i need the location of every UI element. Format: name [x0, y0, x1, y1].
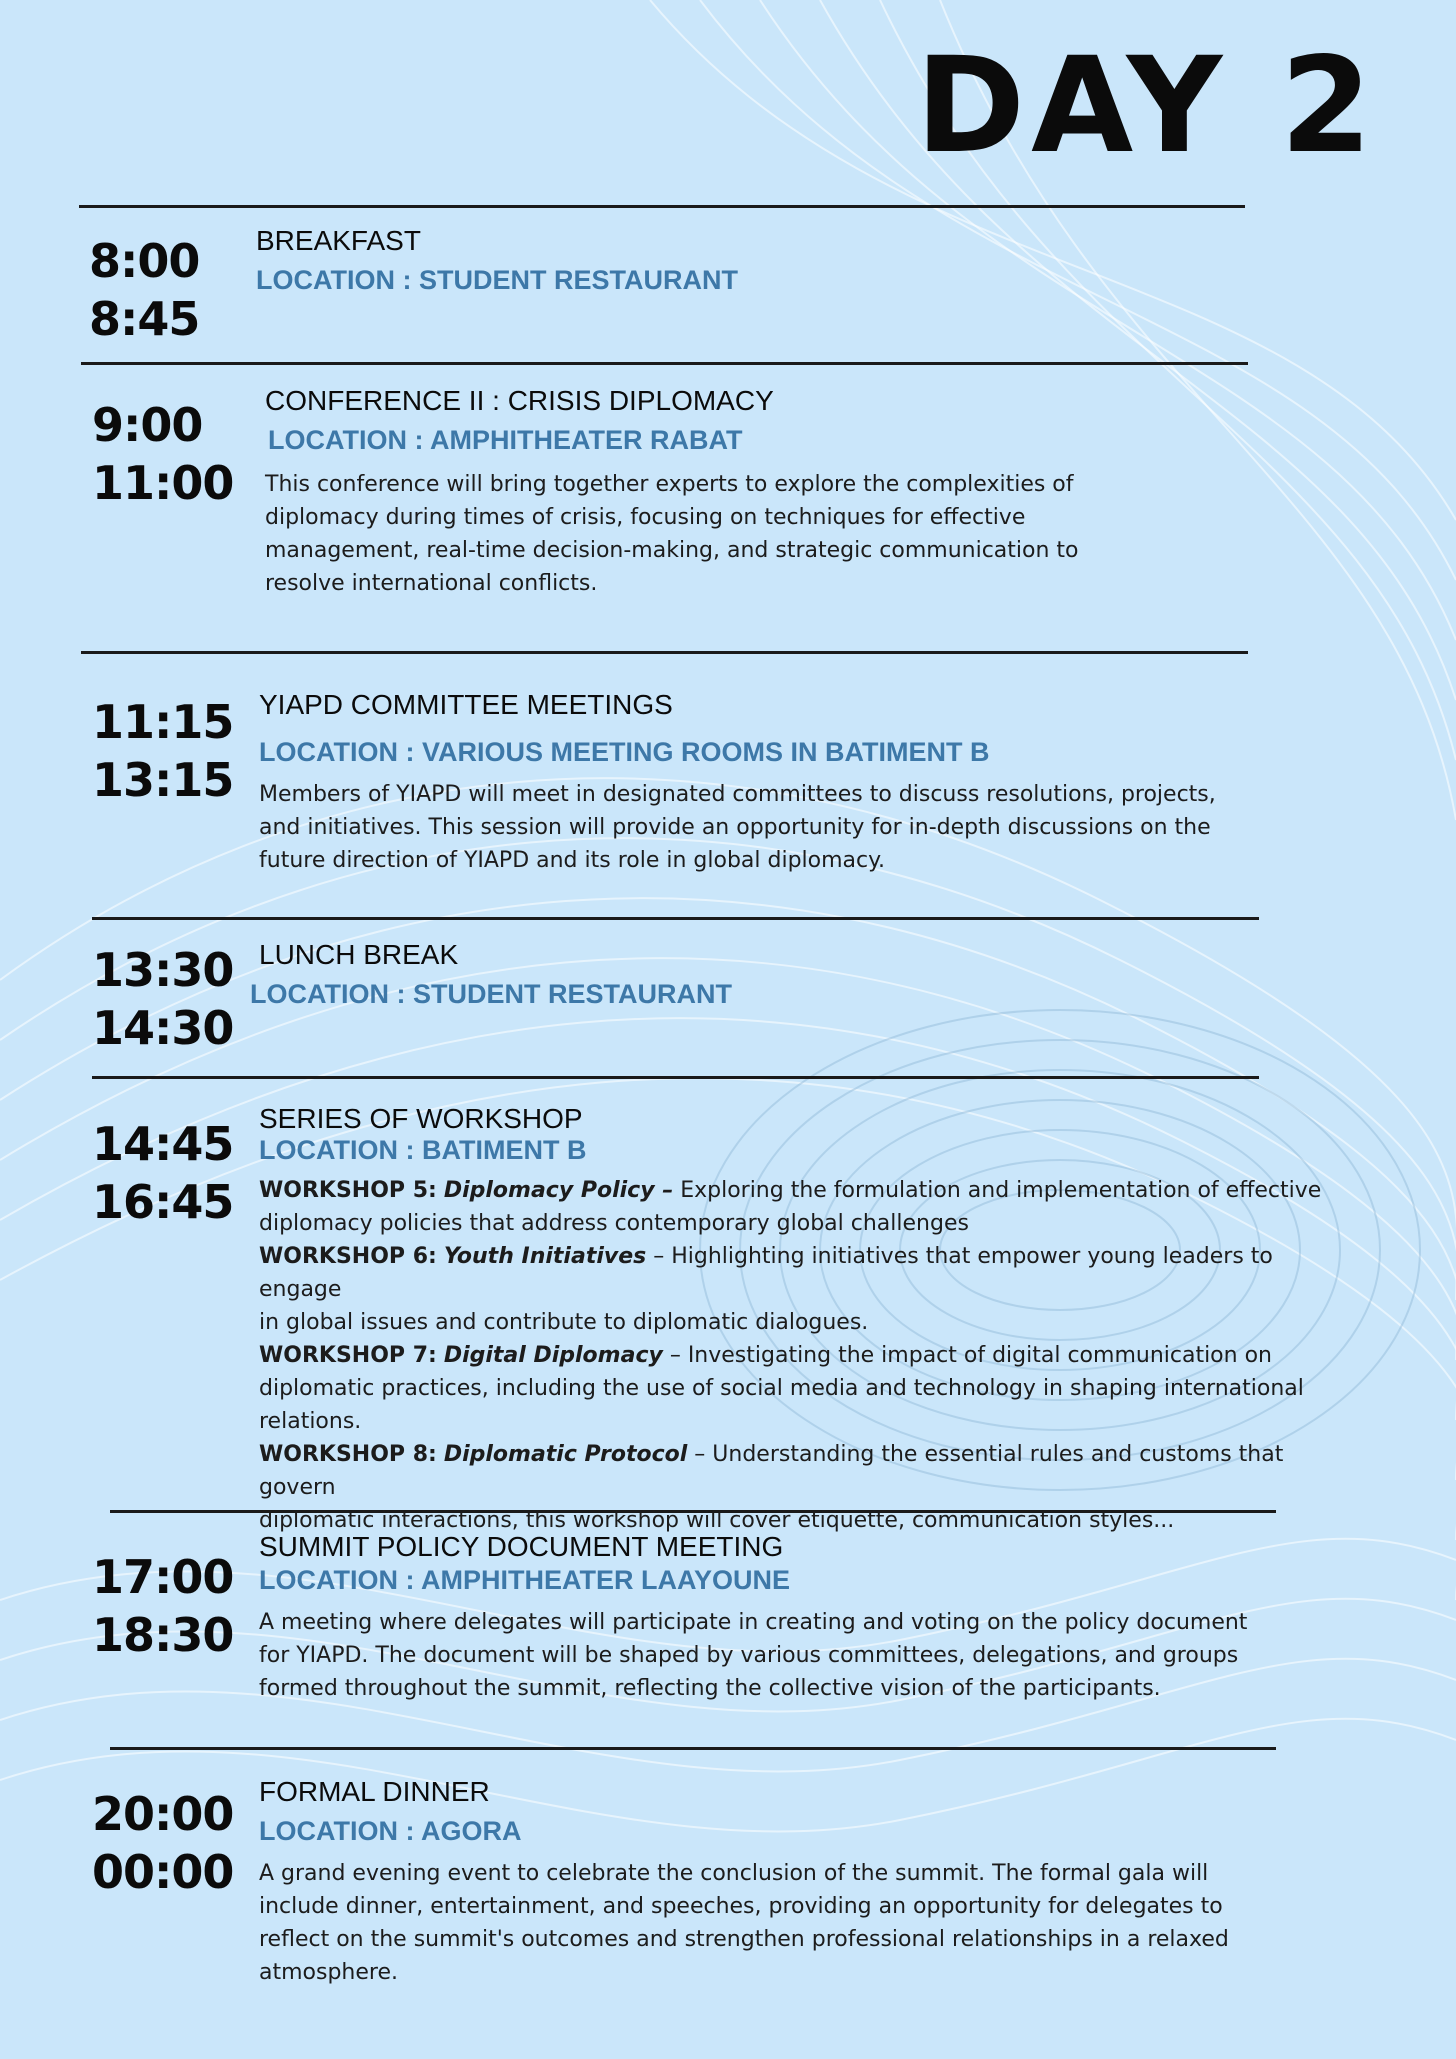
event-details [265, 384, 1265, 600]
start-time: 13:30 [92, 943, 234, 997]
workshop-item [259, 1240, 1359, 1306]
description-line: include dinner, entertainment, and speeches, providing an opportunity for delegates to [259, 1894, 1223, 1919]
workshop-label: WORKSHOP 6: [259, 1244, 437, 1269]
section-divider [81, 651, 1248, 654]
workshop-label: WORKSHOP 5: [259, 1178, 437, 1203]
event-details [250, 938, 1259, 1012]
event-location: LOCATION : STUDENT RESTAURANT [256, 265, 738, 295]
event-time [92, 693, 233, 809]
end-time: 14:30 [92, 1001, 234, 1055]
event-location: LOCATION : VARIOUS MEETING ROOMS IN BATIMENT B [259, 737, 990, 767]
event-location: LOCATION : AGORA [259, 1816, 522, 1846]
workshop-text: relations. [259, 1409, 362, 1434]
section-divider [81, 362, 1248, 365]
workshop-name: Diplomatic Protocol [443, 1442, 688, 1467]
workshop-text: in global issues and contribute to diplomatic dialogues. [259, 1310, 869, 1335]
workshop-text: diplomatic practices, including the use of social media and technology in shaping international [259, 1376, 1304, 1401]
event-description [259, 778, 1309, 877]
start-time: 20:00 [92, 1787, 234, 1841]
workshop-item [259, 1339, 1359, 1372]
end-time: 11:00 [92, 456, 234, 510]
description-line: management, real-time decision-making, and strategic communication to [265, 538, 1079, 563]
start-time: 14:45 [92, 1117, 234, 1171]
description-line: Members of YIAPD will meet in designated committees to discuss resolutions, projects, [259, 782, 1216, 807]
description-line: resolve international conflicts. [265, 571, 598, 596]
event-location: LOCATION : AMPHITHEATER RABAT [268, 425, 743, 455]
event-description [259, 1857, 1359, 1989]
event-title: SERIES OF WORKSHOP [259, 1103, 583, 1134]
workshop-name: Diplomacy Policy – [443, 1178, 674, 1203]
workshop-text: diplomacy policies that address contemporary global challenges [259, 1211, 969, 1236]
end-time: 00:00 [92, 1845, 234, 1899]
start-time: 11:15 [92, 695, 234, 749]
event-time [92, 941, 233, 1057]
workshop-text: Exploring the formulation and implementation of effective [673, 1178, 1322, 1203]
event-location: LOCATION : STUDENT RESTAURANT [250, 979, 732, 1009]
section-divider [92, 917, 1259, 920]
event-location: LOCATION : BATIMENT B [259, 1135, 587, 1165]
start-time: 8:00 [89, 234, 200, 288]
event-time [92, 1548, 233, 1664]
start-time: 17:00 [92, 1550, 234, 1604]
event-title: LUNCH BREAK [259, 939, 459, 970]
description-line: atmosphere. [259, 1960, 398, 1985]
day-title: DAY 2 [915, 29, 1378, 183]
workshop-item [259, 1438, 1359, 1504]
event-title: CONFERENCE II : CRISIS DIPLOMACY [265, 385, 774, 416]
end-time: 13:15 [92, 753, 234, 807]
event-details [259, 1775, 1359, 1989]
event-details [259, 1530, 1359, 1705]
description-line: A meeting where delegates will participate in creating and voting on the policy document [259, 1610, 1248, 1635]
description-line: diplomacy during times of crisis, focusing on techniques for effective [265, 505, 1026, 530]
event-description [265, 468, 1265, 600]
event-title: BREAKFAST [256, 225, 421, 256]
event-time [89, 232, 199, 348]
event-location: LOCATION : AMPHITHEATER LAAYOUNE [259, 1565, 790, 1595]
event-time [92, 396, 233, 512]
workshop-text: diplomatic interactions, this workshop will cover etiquette, communication styles... [259, 1508, 1175, 1533]
workshop-item [259, 1174, 1359, 1207]
workshop-label: WORKSHOP 7: [259, 1343, 437, 1368]
event-details [256, 224, 1256, 298]
workshop-label: WORKSHOP 8: [259, 1442, 437, 1467]
workshop-text: – Highlighting initiatives that empower young leaders to engage [259, 1244, 1273, 1302]
description-line: for YIAPD. The document will be shaped by various committees, delegations, and groups [259, 1643, 1239, 1668]
section-divider [110, 1747, 1276, 1750]
event-time [92, 1115, 233, 1231]
description-line: reflect on the summit's outcomes and strengthen professional relationships in a relaxed [259, 1927, 1229, 1952]
end-time: 18:30 [92, 1608, 234, 1662]
start-time: 9:00 [92, 398, 203, 452]
workshop-text: – Investigating the impact of digital communication on [662, 1343, 1272, 1368]
event-title: YIAPD COMMITTEE MEETINGS [259, 689, 673, 720]
event-time [92, 1785, 233, 1901]
workshop-list [259, 1174, 1359, 1537]
description-line: future direction of YIAPD and its role in global diplomacy. [259, 848, 886, 873]
end-time: 16:45 [92, 1175, 234, 1229]
description-line: This conference will bring together experts to explore the complexities of [265, 472, 1074, 497]
description-line: A grand evening event to celebrate the conclusion of the summit. The formal gala will [259, 1861, 1209, 1886]
event-title: FORMAL DINNER [259, 1776, 490, 1807]
section-divider [92, 1076, 1259, 1079]
section-divider [79, 205, 1245, 208]
event-description [259, 1606, 1359, 1705]
event-title: SUMMIT POLICY DOCUMENT MEETING [259, 1531, 784, 1562]
event-details [259, 1102, 1359, 1537]
workshop-text: – Understanding the essential rules and customs that govern [259, 1442, 1284, 1500]
description-line: and initiatives. This session will provide an opportunity for in-depth discussions on the [259, 815, 1211, 840]
event-details [259, 688, 1309, 877]
end-time: 8:45 [89, 292, 200, 346]
workshop-name: Youth Initiatives [443, 1244, 647, 1269]
description-line: formed throughout the summit, reflecting the collective vision of the participants. [259, 1676, 1161, 1701]
workshop-name: Digital Diplomacy [443, 1343, 663, 1368]
